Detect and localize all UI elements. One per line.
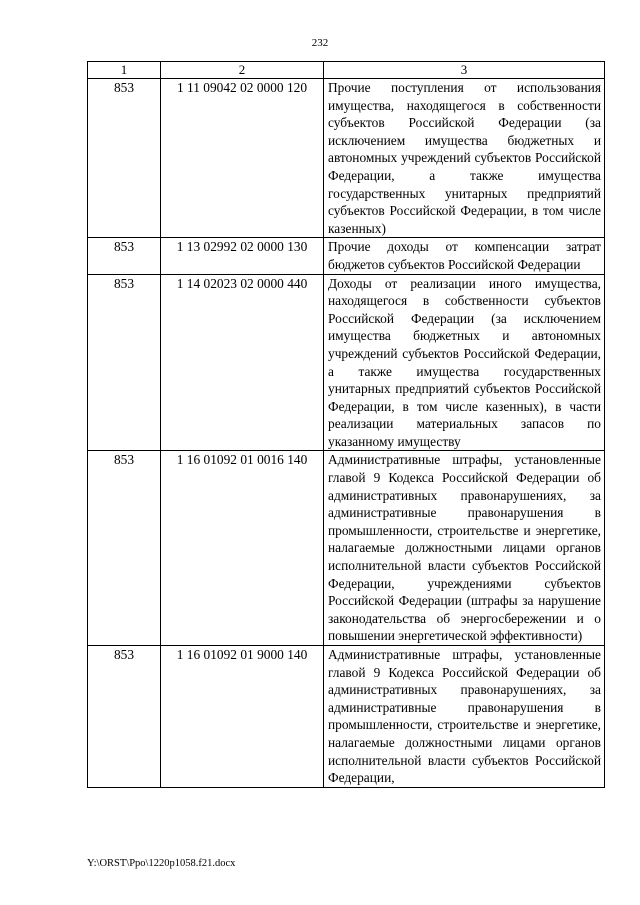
column-header-1: 1	[88, 62, 161, 79]
revenue-codes-table	[87, 61, 605, 788]
budget-code-cell: 1 16 01092 01 9000 140	[161, 646, 324, 788]
table-row	[88, 451, 605, 646]
budget-code-cell: 1 14 02023 02 0000 440	[161, 274, 324, 451]
description-cell: Прочие доходы от компенсации затрат бюджетов субъектов Российской Федерации	[324, 238, 605, 274]
column-header-2: 2	[161, 62, 324, 79]
page-number: 232	[311, 37, 329, 49]
table-row	[88, 646, 605, 788]
admin-code-cell: 853	[88, 451, 161, 646]
description-cell: Административные штрафы, установленные главой 9 Кодекса Российской Федерации об административных правонарушениях, за административные правонарушения в промышленности, строительстве и энергетике, налагаемые должностными лицами органов исполнительной власти субъектов Российской Федерации,	[324, 646, 605, 788]
description-cell: Прочие поступления от использования имущества, находящегося в собственности субъектов Российской Федерации (за исключением имущества бюджетных и автономных учреждений субъектов Российской Федерации, а также имущества государственных унитарных предприятий субъектов Российской Федерации, в том числе казенных)	[324, 79, 605, 238]
budget-code-cell: 1 13 02992 02 0000 130	[161, 238, 324, 274]
table-header-row	[88, 62, 605, 79]
file-path-footer: Y:\ORST\Ppo\1220p1058.f21.docx	[87, 858, 236, 869]
description-cell: Административные штрафы, установленные главой 9 Кодекса Российской Федерации об административных правонарушениях, за административные правонарушения в промышленности, строительстве и энергетике, налагаемые должностными лицами органов исполнительной власти субъектов Российской Федерации, учреждениями субъектов Российской Федерации (штрафы за нарушение законодательства об энергосбережении и о повышении энергетической эффективности)	[324, 451, 605, 646]
admin-code-cell: 853	[88, 238, 161, 274]
description-cell: Доходы от реализации иного имущества, находящегося в собственности субъектов Российской Федерации (за исключением имущества бюджетных и автономных учреждений субъектов Российской Федерации, а также имущества государственных унитарных предприятий субъектов Российской Федерации, в том числе казенных), в части реализации материальных запасов по указанному имуществу	[324, 274, 605, 451]
budget-code-cell: 1 11 09042 02 0000 120	[161, 79, 324, 238]
budget-code-cell: 1 16 01092 01 0016 140	[161, 451, 324, 646]
table-row	[88, 79, 605, 238]
admin-code-cell: 853	[88, 646, 161, 788]
column-header-3: 3	[324, 62, 605, 79]
table-row	[88, 238, 605, 274]
admin-code-cell: 853	[88, 79, 161, 238]
table-row	[88, 274, 605, 451]
admin-code-cell: 853	[88, 274, 161, 451]
